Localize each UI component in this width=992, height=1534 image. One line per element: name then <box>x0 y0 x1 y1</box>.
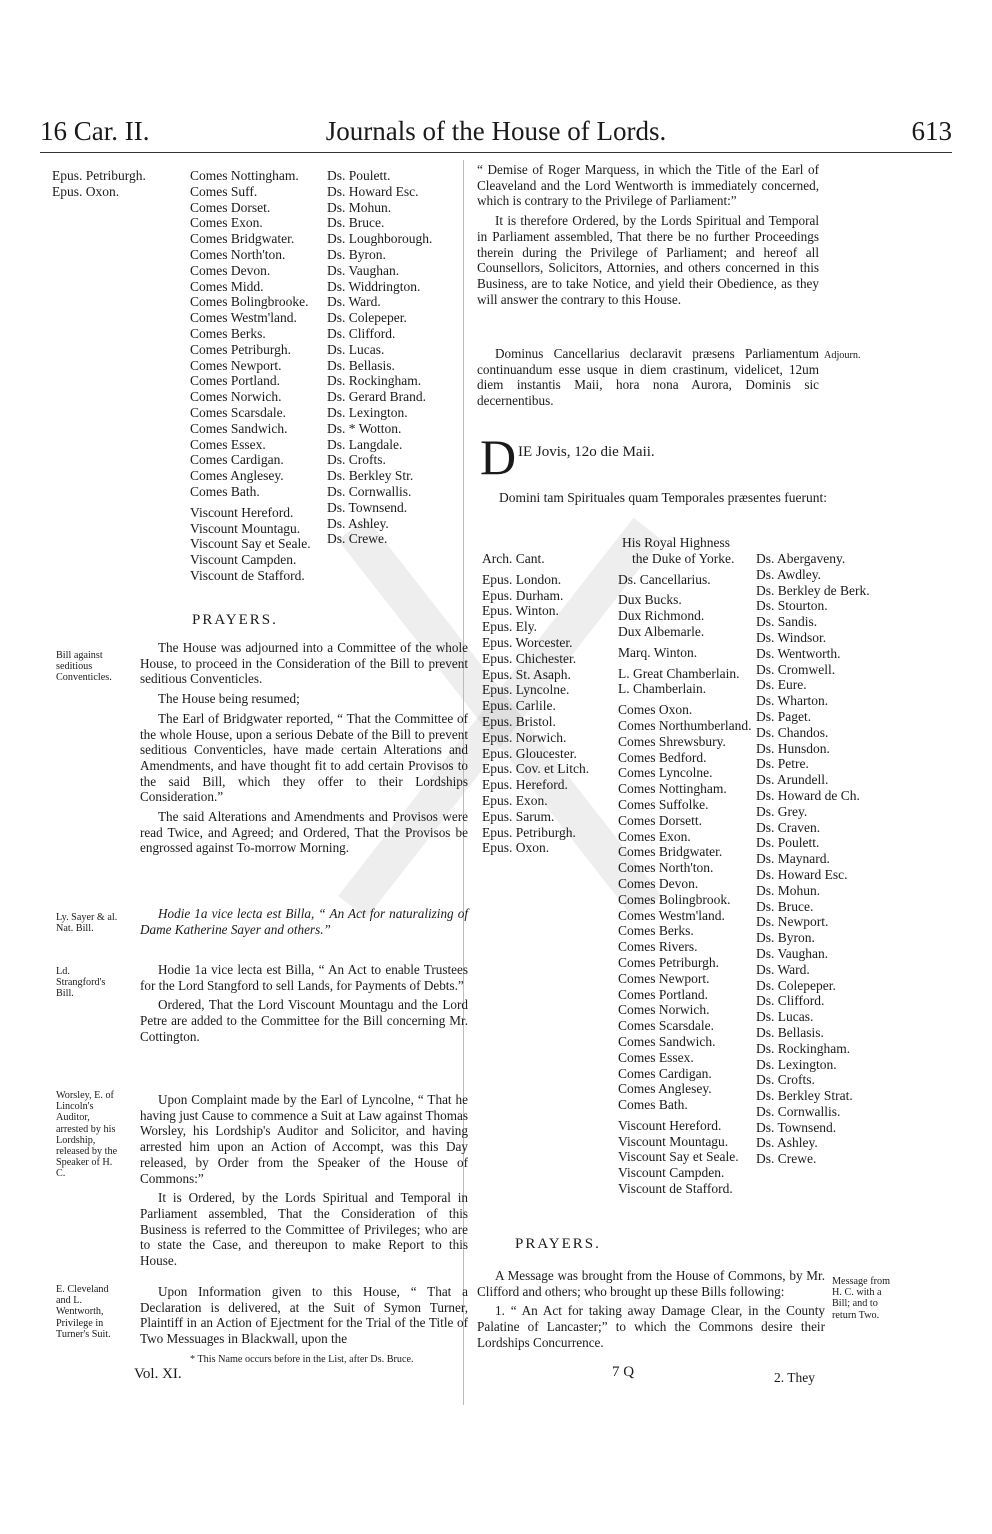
list-item: Ds. Byron. <box>327 246 386 262</box>
list-item: Comes Northumberland. <box>618 717 752 733</box>
paragraph: 1. “ An Act for taking away Damage Clear, in the County Palatine of Lancaster;” to which the Commons desire their Lordships Concurrence. <box>477 1303 825 1350</box>
list-item: Comes North'ton. <box>190 246 286 262</box>
list-item: Comes Bath. <box>190 483 260 499</box>
list-item: Ds. Cornwallis. <box>327 483 412 499</box>
paragraph: It is Ordered, by the Lords Spiritual and Temporal in Parliament assembled, That the Consideration of this Business is referred to the Committee of Privileges; who are to state the Case, and thereupon to make Report to this House. <box>140 1190 468 1269</box>
list-item: Ds. Vaughan. <box>327 262 400 278</box>
list-item: Viscount Hereford. <box>190 504 294 520</box>
list-item: Comes Westm'land. <box>618 907 725 923</box>
list-item: Ds. Hunsdon. <box>756 740 830 756</box>
list-item: Comes Bolingbrooke. <box>190 294 309 310</box>
list-item: Viscount Campden. <box>618 1165 725 1181</box>
list-item: Ds. Vaughan. <box>756 945 829 961</box>
list-item: Epus. Sarum. <box>482 808 555 824</box>
list-item: Epus. Durham. <box>482 587 564 603</box>
list-item: Comes Suff. <box>190 183 258 199</box>
paragraph: Upon Complaint made by the Earl of Lyncolne, “ That he having just Cause to commence a Suit at Law against Thomas Worsley, his Lordship's Auditor and Solicitor, and having arrested him upon an Action of Accompt, was this Day released, by Order from the Speaker of the House of Commons:” <box>140 1092 468 1186</box>
journal-entry <box>140 962 468 1049</box>
list-item: Comes Shrewsbury. <box>618 733 726 749</box>
paragraph: Dominus Cancellarius declaravit præsens Parliamentum continuandum esse usque in diem crastinum, videlicet, 12um diem instantis Maii, hora nona Aurora, Dominis sic decernentibus. <box>477 346 819 409</box>
list-item: Ds. Cromwell. <box>756 661 836 677</box>
list-item: Viscount Say et Seale. <box>618 1149 739 1165</box>
list-bishops <box>482 551 589 856</box>
paragraph: The House was adjourned into a Committee of the whole House, to proceed in the Consideration of the Bill to prevent seditious Conventicles. <box>140 640 468 687</box>
margin-note: Ld. Strangford's Bill. <box>56 966 106 1000</box>
list-item: Comes Scarsdale. <box>190 404 286 420</box>
date-heading: IE Jovis, 12o die Maii. <box>518 444 655 460</box>
list-peers <box>618 535 751 1197</box>
list-item: His Royal Highness <box>622 535 730 550</box>
list-item: Comes Bath. <box>618 1097 688 1113</box>
list-item: Ds. Craven. <box>756 819 821 835</box>
paragraph: The said Alterations and Amendments and Provisos were read Twice, and Agreed; and Ordered, That the Provisos be engrossed against To-morrow Morning. <box>140 809 468 856</box>
drop-cap: D <box>480 429 517 485</box>
list-item: Ds. Rockingham. <box>327 373 422 389</box>
list-item: Ds. Awdley. <box>756 566 822 582</box>
list-item: Viscount de Stafford. <box>190 567 305 583</box>
list-item: L. Chamberlain. <box>618 681 707 697</box>
list-barons-cont <box>327 168 432 547</box>
list-item: Ds. Cornwallis. <box>756 1103 841 1119</box>
list-item: Ds. Howard de Ch. <box>756 787 860 803</box>
list-item: Comes Nottingham. <box>618 781 727 797</box>
list-item: Epus. Lyncolne. <box>482 682 570 698</box>
list-item: Comes Oxon. <box>618 702 693 718</box>
list-item: Epus. Norwich. <box>482 729 567 745</box>
list-item: Comes Essex. <box>190 436 266 452</box>
list-item: Epus. Cov. et Litch. <box>482 761 590 777</box>
list-item: Ds. Howard Esc. <box>327 183 419 199</box>
signature-mark: 7 Q <box>612 1364 635 1380</box>
journal-entry <box>477 162 819 311</box>
margin-note: Bill against seditious Conventicles. <box>56 650 112 684</box>
list-item: Comes Devon. <box>618 875 699 891</box>
list-item: Comes Essex. <box>618 1049 694 1065</box>
list-item: Ds. Wharton. <box>756 693 829 709</box>
list-item: Arch. Cant. <box>482 551 545 566</box>
list-item: Marq. Winton. <box>618 644 698 660</box>
paragraph: “ Demise of Roger Marquess, in which the Title of the Earl of Cleaveland and the Lord Wentworth is immediately concerned, which is contrary to the Privilege of Parliament:” <box>477 162 819 209</box>
list-item: Ds. Clifford. <box>327 325 396 341</box>
list-item: Comes Berks. <box>618 923 694 939</box>
list-item: Comes Petriburgh. <box>618 954 719 970</box>
list-item: Ds. Bellasis. <box>327 357 395 373</box>
list-item: Ds. Widdrington. <box>327 278 421 294</box>
list-item: Ds. Mohun. <box>327 199 392 215</box>
list-item: Epus. Carlile. <box>482 698 556 714</box>
list-item: Dux Richmond. <box>618 608 705 624</box>
margin-note: E. Cleveland and L. Wentworth, Privilege in Turner's Suit. <box>56 1284 111 1340</box>
running-head-left: 16 Car. II. <box>40 116 150 146</box>
margin-note: Adjourn. <box>824 350 861 361</box>
list-item: Comes Newport. <box>190 357 282 373</box>
list-item: Comes Berks. <box>190 325 266 341</box>
list-item: Ds. Lexington. <box>327 404 408 420</box>
list-item: Ds. Townsend. <box>756 1119 837 1135</box>
paragraph: The House being resumed; <box>158 691 300 707</box>
list-item: Viscount Mountagu. <box>190 520 301 536</box>
list-item: Comes Exon. <box>190 215 263 231</box>
running-head-title: Journals of the House of Lords. <box>325 116 667 146</box>
paragraph: Hodie 1a vice lecta est Billa, “ An Act for naturalizing of Dame Katherine Sayer and others.” <box>140 906 468 937</box>
list-item: Comes Portland. <box>190 373 280 389</box>
list-item: Viscount Mountagu. <box>618 1133 729 1149</box>
list-item: Comes Westm'land. <box>190 310 297 326</box>
section-heading-prayers: PRAYERS. <box>515 1236 601 1252</box>
list-item: Viscount Campden. <box>190 552 297 568</box>
list-item: Ds. Byron. <box>756 930 815 946</box>
footnote: * This Name occurs before in the List, after Ds. Bruce. <box>190 1354 414 1365</box>
attendance-intro: Domini tam Spirituales quam Temporales præsentes fuerunt: <box>499 490 827 505</box>
list-item: Ds. Langdale. <box>327 436 403 452</box>
list-item: Ds. Berkley de Berk. <box>756 582 870 598</box>
list-item: Comes Sandwich. <box>190 420 288 436</box>
list-item: Epus. Ely. <box>482 619 537 635</box>
list-item: Comes Dorset. <box>190 199 271 215</box>
list-item: Comes Anglesey. <box>190 468 284 484</box>
list-item: Comes Petriburgh. <box>190 341 291 357</box>
list-item: Ds. Ward. <box>327 294 381 310</box>
list-item: Viscount Hereford. <box>618 1117 722 1133</box>
list-item: Comes Bridgwater. <box>618 844 723 860</box>
list-item: Comes Nottingham. <box>190 168 299 183</box>
list-item: Ds. Paget. <box>756 708 812 724</box>
paragraph: Upon Information given to this House, “ That a Declaration is delivered, at the Suit of Symon Turner, Plaintiff in an Action of Ejectment for the Trial of the Title of Two Messuages in Blackwall, upon the <box>140 1284 468 1347</box>
list-item: Epus. Hereford. <box>482 777 568 793</box>
list-item: Comes Newport. <box>618 970 710 986</box>
list-item: Comes Midd. <box>190 278 264 294</box>
list-item: Viscount de Stafford. <box>618 1181 733 1197</box>
list-item: Ds. Berkley Strat. <box>756 1088 853 1104</box>
list-item: Ds. Bellasis. <box>756 1024 824 1040</box>
list-item: Comes Norwich. <box>190 389 282 405</box>
list-item: Dux Albemarle. <box>618 623 705 639</box>
list-item: Comes Bedford. <box>618 749 707 765</box>
list-item: Ds. Ward. <box>756 961 810 977</box>
list-item: Epus. Bristol. <box>482 713 556 729</box>
list-item: Epus. Exon. <box>482 792 548 808</box>
list-item: Ds. Lucas. <box>327 341 385 357</box>
list-item: Epus. London. <box>482 571 562 587</box>
section-heading-prayers: PRAYERS. <box>192 612 278 628</box>
paragraph: It is therefore Ordered, by the Lords Spiritual and Temporal in Parliament assembled, That there be no further Proceedings therein during the Privilege of Parliament; and hereof all Counsellors, Solicitors, Attornies, and others concerned in this Business, are to take Notice, and yield their Obedience, as they will answer the contrary to this House. <box>477 213 819 307</box>
list-item: Comes Devon. <box>190 262 271 278</box>
list-item: Ds. Bruce. <box>327 215 385 231</box>
list-item: Comes Portland. <box>618 986 708 1002</box>
header-rule <box>40 152 952 153</box>
list-item: Dux Bucks. <box>618 592 682 608</box>
journal-entry <box>477 346 819 413</box>
volume-signature: Vol. XI. <box>134 1366 182 1382</box>
list-item: Ds. Bruce. <box>756 898 814 914</box>
list-item: Epus. Gloucester. <box>482 745 577 761</box>
list-item: Comes Bolingbrook. <box>618 891 731 907</box>
list-item: Ds. Lexington. <box>756 1056 837 1072</box>
list-item: Comes Lyncolne. <box>618 765 713 781</box>
journal-entry <box>140 640 468 860</box>
list-item: Comes Dorsett. <box>618 812 702 828</box>
list-item: L. Great Chamberlain. <box>618 665 740 681</box>
paragraph: Ordered, That the Lord Viscount Mountagu and the Lord Petre are added to the Committee for the Bill concerning Mr. Cottington. <box>140 997 468 1044</box>
list-item: Ds. Colepeper. <box>756 977 836 993</box>
list-item: Ds. Arundell. <box>756 772 829 788</box>
list-item: Ds. Poulett. <box>327 168 391 183</box>
list-item: Comes Suffolke. <box>618 796 709 812</box>
list-item: Ds. Poulett. <box>756 835 820 851</box>
list-bishops-cont <box>52 168 146 200</box>
page-number: 613 <box>911 116 952 146</box>
list-item: Comes Norwich. <box>618 1002 710 1018</box>
list-item: Ds. Ashley. <box>756 1135 818 1151</box>
list-item: Ds. Berkley Str. <box>327 468 414 484</box>
list-item: Epus. Oxon. <box>52 183 120 199</box>
list-item: Ds. Crofts. <box>327 452 386 468</box>
list-item: Ds. Gerard Brand. <box>327 389 426 405</box>
list-item: Epus. St. Asaph. <box>482 666 571 682</box>
list-item: Ds. Townsend. <box>327 499 408 515</box>
list-item: Ds. Howard Esc. <box>756 866 848 882</box>
journal-entry <box>140 1284 468 1351</box>
list-item: Ds. Grey. <box>756 803 808 819</box>
list-item: Ds. Crofts. <box>756 1072 815 1088</box>
journal-entry <box>140 906 468 941</box>
list-item: Comes Rivers. <box>618 939 698 955</box>
list-item: Epus. Winton. <box>482 603 559 619</box>
paragraph: A Message was brought from the House of Commons, by Mr. Clifford and others; who brought up these Bills following: <box>477 1268 825 1299</box>
list-item: Comes Bridgwater. <box>190 231 295 247</box>
list-item: Comes Sandwich. <box>618 1033 716 1049</box>
list-item: Ds. Windsor. <box>756 629 827 645</box>
list-item: Ds. Stourton. <box>756 598 828 614</box>
list-item: Ds. Wentworth. <box>756 645 841 661</box>
margin-note: Message from H. C. with a Bill; and to return Two. <box>832 1276 890 1321</box>
list-item: Ds. Colepeper. <box>327 310 407 326</box>
list-item: Ds. Newport. <box>756 914 829 930</box>
list-item: Ds. Clifford. <box>756 993 825 1009</box>
list-item: Ds. Crewe. <box>756 1151 817 1167</box>
list-item: Epus. Chichester. <box>482 650 577 666</box>
margin-note: Worsley, E. of Lincoln's Auditor, arrested by his Lordship, released by the Speaker of H. C. <box>56 1090 118 1180</box>
paragraph: The Earl of Bridgwater reported, “ That the Committee of the whole House, upon a serious Debate of the Bill to prevent seditious Conventicles, have made certain Alterations and Amendments, and have thought fit to add certain Provisos to the said Bill, which they offer to their Lordships Consideration.” <box>140 710 468 805</box>
journal-entry <box>477 1268 825 1355</box>
list-item: Ds. * Wotton. <box>327 420 402 436</box>
list-item: Viscount Say et Seale. <box>190 536 311 552</box>
list-item: Comes Scarsdale. <box>618 1018 714 1034</box>
list-item: Ds. Cancellarius. <box>618 571 711 587</box>
list-earls-cont <box>190 168 311 584</box>
list-item: Epus. Oxon. <box>482 840 550 856</box>
list-item: Ds. Sandis. <box>756 614 818 630</box>
list-item: Epus. Petriburgh. <box>482 824 576 840</box>
list-item: Comes Cardigan. <box>618 1065 712 1081</box>
list-item: Ds. Mohun. <box>756 882 821 898</box>
list-item: Ds. Eure. <box>756 677 807 693</box>
list-item: Ds. Rockingham. <box>756 1040 851 1056</box>
catchword: 2. They <box>774 1370 815 1385</box>
list-item: Ds. Petre. <box>756 756 809 772</box>
list-item: the Duke of Yorke. <box>632 550 735 566</box>
list-item: Ds. Lucas. <box>756 1009 814 1025</box>
list-item: Comes Anglesey. <box>618 1081 712 1097</box>
journal-entry <box>140 1092 468 1273</box>
list-item: Ds. Chandos. <box>756 724 829 740</box>
list-item: Ds. Ashley. <box>327 515 389 531</box>
list-item: Epus. Worcester. <box>482 634 573 650</box>
list-barons <box>756 551 870 1167</box>
list-item: Ds. Loughborough. <box>327 231 433 247</box>
list-item: Ds. Crewe. <box>327 531 388 547</box>
paragraph: Hodie 1a vice lecta est Billa, “ An Act to enable Trustees for the Lord Stangford to sell Lands, for Payments of Debts.” <box>140 962 468 993</box>
list-item: Ds. Abergaveny. <box>756 551 846 566</box>
list-item: Comes Exon. <box>618 828 691 844</box>
list-item: Comes Cardigan. <box>190 452 284 468</box>
list-item: Ds. Maynard. <box>756 851 830 867</box>
list-item: Epus. Petriburgh. <box>52 168 146 183</box>
margin-note: Ly. Sayer & al. Nat. Bill. <box>56 912 118 935</box>
list-item: Comes North'ton. <box>618 860 714 876</box>
